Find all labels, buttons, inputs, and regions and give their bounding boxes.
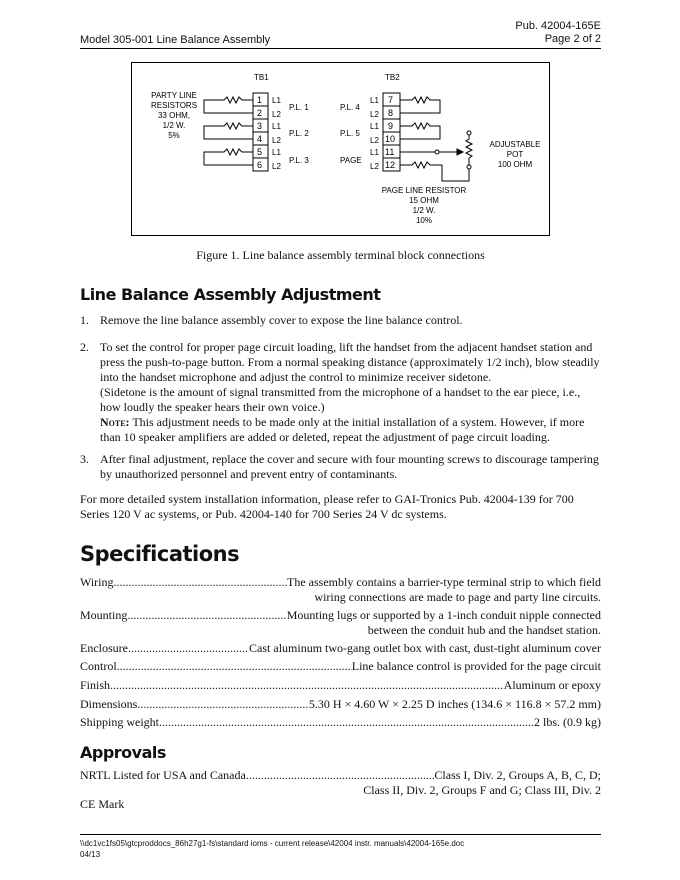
svg-text:L1: L1 [272, 148, 281, 157]
svg-text:11: 11 [385, 147, 395, 157]
svg-text:4: 4 [257, 134, 263, 144]
svg-text:L1: L1 [370, 96, 379, 105]
step-note [100, 415, 601, 445]
svg-text:2: 2 [257, 108, 263, 118]
svg-text:L2: L2 [370, 136, 379, 145]
svg-text:1/2 W.: 1/2 W. [162, 121, 186, 130]
svg-text:PAGE LINE RESISTOR: PAGE LINE RESISTOR [381, 186, 467, 195]
note-text: This adjustment needs to be made only at the initial installation of a system. However, if more than 10 speaker amplifiers are added or deleted, repeat the adjustment of page circuit loading. [100, 415, 585, 444]
svg-text:10: 10 [385, 134, 396, 144]
header-pub-info [515, 20, 601, 46]
svg-text:P.L. 4: P.L. 4 [340, 103, 360, 112]
svg-text:POT: POT [506, 150, 524, 159]
specifications-heading: Specifications [80, 542, 240, 566]
svg-text:33 OHM,: 33 OHM, [157, 111, 191, 120]
svg-text:L1: L1 [272, 122, 281, 131]
adjustment-step-1: 1. Remove the line balance assembly cover to expose the line balance control. [80, 313, 463, 327]
svg-text:12: 12 [385, 160, 396, 170]
approvals-heading: Approvals [80, 743, 166, 762]
svg-text:L1: L1 [370, 148, 379, 157]
adjustment-step-2: 2. To set the control for proper page circuit loading, lift the handset from the adjacent handset station and press the push-to-page button. From a normal speaking distance (approximately 1/2 inch), blow steadily into the handset microphone and adjust the control to minimize receiver sidetone. (Sidetone is the amount of signal transmitted from the microphone of a handset to the ear piece, i.e., how loudly the speaker hears their own voice.) Note: This adjustment needs to be made only at the initial installation of a system. However, if more than 10 speaker amplifiers are added or deleted, repeat the adjustment of page circuit loading. [80, 340, 600, 444]
page-header [80, 18, 601, 49]
revision-date: 04/13 [80, 850, 101, 859]
spec-control: Control ..... Line balance control is provided for the page circuit [80, 659, 601, 674]
spec-dimensions: Dimensions ..... 5.30 H × 4.60 W × 2.25 D inches (134.6 × 116.8 × 57.2 mm) [80, 697, 601, 712]
tb1-label: TB1 [254, 73, 269, 82]
svg-text:1/2 W.: 1/2 W. [412, 206, 436, 215]
svg-text:6: 6 [257, 160, 263, 170]
svg-text:P.L. 2: P.L. 2 [289, 129, 309, 138]
document-title: Model 305-001 Line Balance Assembly [80, 34, 271, 46]
svg-text:L2: L2 [272, 136, 281, 145]
adjustment-step-3: 3. After final adjustment, replace the cover and secure with four mounting screws to discourage tampering by unauthorized personnel and prevent entry of contaminants. [80, 452, 599, 481]
svg-text:RESISTORS: RESISTORS [150, 101, 198, 110]
svg-text:5: 5 [257, 147, 263, 157]
svg-text:L2: L2 [272, 162, 281, 171]
svg-text:PARTY LINE: PARTY LINE [151, 91, 197, 100]
tb2-label: TB2 [385, 73, 400, 82]
svg-text:1: 1 [257, 95, 263, 105]
svg-text:ADJUSTABLE: ADJUSTABLE [489, 140, 541, 149]
svg-text:PAGE: PAGE [340, 156, 362, 165]
svg-text:8: 8 [388, 108, 394, 118]
approval-ce-mark: CE Mark [80, 797, 125, 811]
file-path: \\dc1vc1fs05\gtcproddocs_86h27g1-fs\standard ioms - current release\42004 instr. manuals\42004-165e.doc [80, 839, 465, 848]
svg-text:L2: L2 [272, 110, 281, 119]
spec-shipping-weight: Shipping weight ..... 2 lbs. (0.9 kg) [80, 715, 601, 730]
svg-text:15 OHM: 15 OHM [409, 196, 439, 205]
svg-text:5%: 5% [168, 131, 180, 140]
svg-text:L1: L1 [272, 96, 281, 105]
note-label: Note: [100, 415, 130, 429]
spec-enclosure: Enclosure ..... Cast aluminum two-gang outlet box with cast, dust-tight aluminum cover [80, 641, 601, 656]
svg-text:L1: L1 [370, 122, 379, 131]
svg-text:L2: L2 [370, 110, 379, 119]
svg-text:P.L. 1: P.L. 1 [289, 103, 309, 112]
page-number: Page 2 of 2 [544, 33, 601, 45]
pub-number: Pub. 42004-165E [515, 20, 601, 32]
adjustment-heading: Line Balance Assembly Adjustment [80, 285, 381, 304]
spec-mounting: Mounting ..... Mounting lugs or supported by a 1-inch conduit nipple connected between the conduit hub and the handset station. [80, 608, 601, 638]
spec-finish: Finish ..... Aluminum or epoxy [80, 678, 601, 693]
svg-text:9: 9 [388, 121, 394, 131]
page-footer [80, 834, 601, 860]
more-info-paragraph: For more detailed system installation information, please refer to GAI-Tronics Pub. 42004-139 for 700 Series 120 V ac systems, or Pub. 42004-140 for 700 Series 24 V dc systems. [80, 492, 574, 521]
step-2-text: To set the control for proper page circuit loading, lift the handset from the adjacent handset station and press the push-to-page button. From a normal speaking distance (approximately 1/2 inch), blow steadily into the handset microphone and adjust the control to minimize receiver sidetone. [100, 340, 600, 384]
svg-text:10%: 10% [415, 216, 433, 225]
svg-text:P.L. 3: P.L. 3 [289, 156, 309, 165]
svg-text:3: 3 [257, 121, 263, 131]
figure-caption: Figure 1. Line balance assembly terminal block connections [196, 248, 485, 262]
svg-text:7: 7 [388, 95, 394, 105]
svg-text:L2: L2 [370, 162, 379, 171]
svg-text:100 OHM: 100 OHM [497, 160, 533, 169]
terminal-block-diagram [131, 62, 550, 236]
approval-nrtl: NRTL Listed for USA and Canada ..... Class I, Div. 2, Groups A, B, C, D; Class II, Div. 2, Groups F and G; Class III, Div. 2 [80, 768, 601, 798]
spec-wiring: Wiring ..... The assembly contains a barrier-type terminal strip to which field wiring connections are made to page and party line circuits. [80, 575, 601, 605]
svg-text:P.L. 5: P.L. 5 [340, 129, 360, 138]
sidetone-aside: (Sidetone is the amount of signal transmitted from the microphone of a handset to the ear piece, i.e., how loudly the speaker hears their own voice.) [100, 385, 581, 414]
